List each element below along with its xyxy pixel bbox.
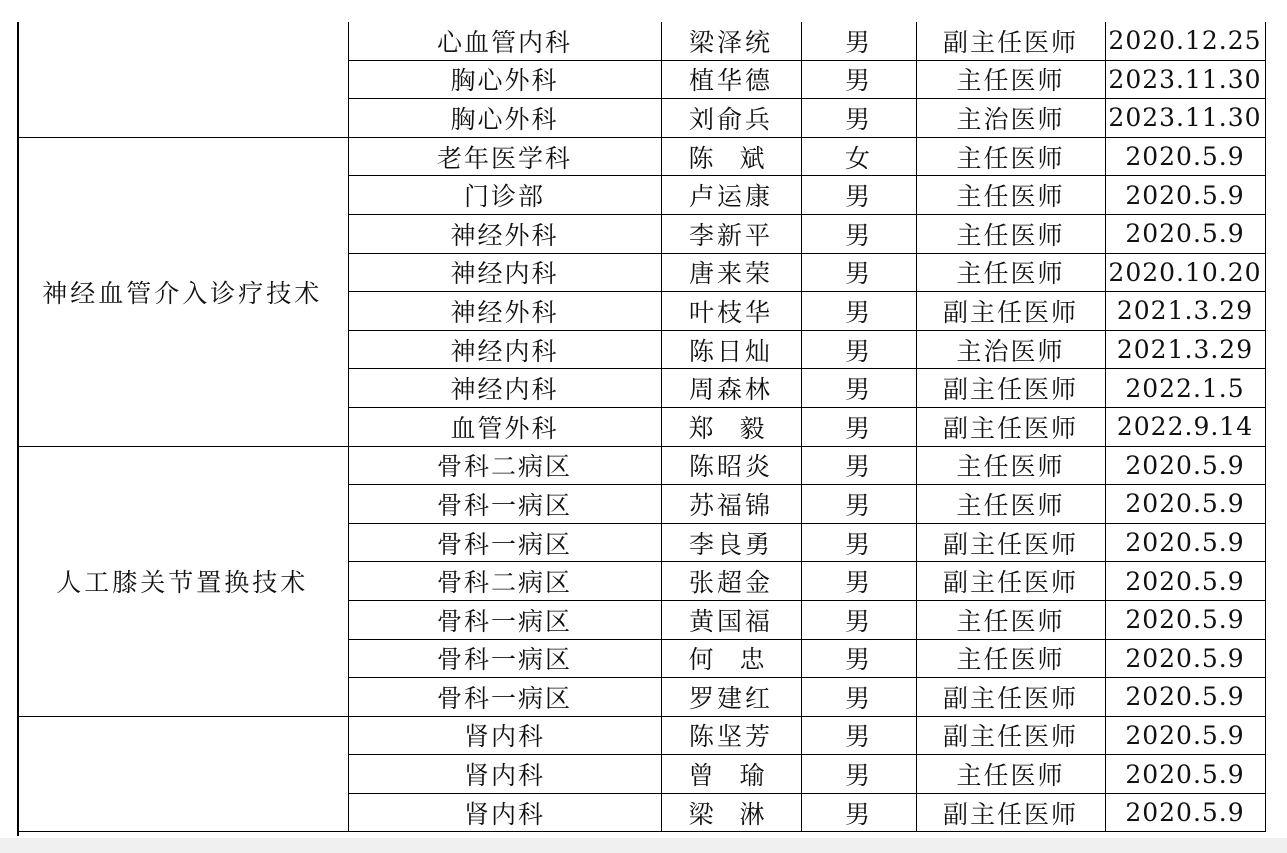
department-cell: 神经内科 [348,253,661,292]
approval-date-cell: 2023.11.30 [1105,99,1265,138]
gender-cell: 男 [801,562,916,601]
approval-date-cell: 2020.5.9 [1105,137,1265,176]
gender-cell: 男 [801,678,916,717]
gender-cell: 男 [801,639,916,678]
professional-title-cell: 副主任医师 [916,407,1105,446]
gender-cell: 男 [801,22,916,60]
department-cell: 骨科一病区 [348,600,661,639]
professional-title-cell: 主治医师 [916,330,1105,369]
doctor-name-cell: 罗建红 [661,678,801,717]
doctor-name-cell: 曾 瑜 [661,755,801,794]
doctor-name-cell: 黄国福 [661,600,801,639]
gender-cell: 男 [801,793,916,832]
gender-cell: 男 [801,60,916,99]
gender-cell: 男 [801,330,916,369]
professional-title-cell: 副主任医师 [916,22,1105,60]
department-cell: 骨科二病区 [348,446,661,485]
doctor-name-cell: 陈坚芳 [661,716,801,755]
professional-title-cell: 主任医师 [916,485,1105,524]
department-cell: 骨科一病区 [348,485,661,524]
professional-title-cell: 主任医师 [916,137,1105,176]
department-cell: 骨科一病区 [348,523,661,562]
technology-cell [17,22,348,137]
approval-date-cell: 2020.5.9 [1105,755,1265,794]
gender-cell: 男 [801,214,916,253]
approval-date-cell: 2020.5.9 [1105,600,1265,639]
approval-date-cell: 2020.10.20 [1105,253,1265,292]
department-cell: 肾内科 [348,716,661,755]
approval-date-cell: 2020.5.9 [1105,523,1265,562]
approval-date-cell: 2020.5.9 [1105,639,1265,678]
department-cell: 血管外科 [348,407,661,446]
gender-cell: 男 [801,716,916,755]
department-cell: 胸心外科 [348,99,661,138]
professional-title-cell: 副主任医师 [916,793,1105,832]
approval-date-cell: 2020.5.9 [1105,793,1265,832]
table-row [17,716,1265,755]
doctor-name-cell: 陈 斌 [661,137,801,176]
approval-date-cell: 2020.5.9 [1105,446,1265,485]
department-cell: 肾内科 [348,793,661,832]
professional-title-cell: 副主任医师 [916,292,1105,331]
gender-cell: 男 [801,755,916,794]
approval-date-cell: 2021.3.29 [1105,330,1265,369]
page-bottom-edge [0,838,1287,853]
approval-date-cell: 2020.5.9 [1105,678,1265,717]
table-row [17,137,1265,176]
doctor-name-cell: 梁 淋 [661,793,801,832]
doctor-name-cell: 李新平 [661,214,801,253]
gender-cell: 男 [801,446,916,485]
department-cell: 神经外科 [348,214,661,253]
doctor-name-cell: 李良勇 [661,523,801,562]
doctor-name-cell: 苏福锦 [661,485,801,524]
doctor-qualification-table [17,22,1266,832]
professional-title-cell: 副主任医师 [916,562,1105,601]
professional-title-cell: 副主任医师 [916,523,1105,562]
gender-cell: 男 [801,176,916,215]
approval-date-cell: 2022.9.14 [1105,407,1265,446]
department-cell: 心血管内科 [348,22,661,60]
table-row [17,22,1265,60]
technology-cell: 神经血管介入诊疗技术 [17,137,348,446]
professional-title-cell: 主任医师 [916,639,1105,678]
department-cell: 骨科一病区 [348,639,661,678]
gender-cell: 男 [801,407,916,446]
gender-cell: 男 [801,369,916,408]
professional-title-cell: 主治医师 [916,99,1105,138]
gender-cell: 女 [801,137,916,176]
doctor-name-cell: 植华德 [661,60,801,99]
professional-title-cell: 主任医师 [916,253,1105,292]
approval-date-cell: 2022.1.5 [1105,369,1265,408]
department-cell: 老年医学科 [348,137,661,176]
gender-cell: 男 [801,292,916,331]
doctor-name-cell: 何 忠 [661,639,801,678]
department-cell: 肾内科 [348,755,661,794]
doctor-name-cell: 唐来荣 [661,253,801,292]
approval-date-cell: 2020.5.9 [1105,562,1265,601]
technology-cell: 人工膝关节置换技术 [17,446,348,716]
professional-title-cell: 主任医师 [916,600,1105,639]
doctor-name-cell: 陈昭炎 [661,446,801,485]
technology-cell [17,716,348,832]
department-cell: 神经内科 [348,369,661,408]
doctor-name-cell: 叶枝华 [661,292,801,331]
professional-title-cell: 主任医师 [916,176,1105,215]
professional-title-cell: 主任医师 [916,446,1105,485]
department-cell: 神经外科 [348,292,661,331]
doctor-name-cell: 卢运康 [661,176,801,215]
professional-title-cell: 副主任医师 [916,369,1105,408]
gender-cell: 男 [801,99,916,138]
gender-cell: 男 [801,253,916,292]
department-cell: 骨科二病区 [348,562,661,601]
gender-cell: 男 [801,485,916,524]
doctor-name-cell: 周森林 [661,369,801,408]
department-cell: 胸心外科 [348,60,661,99]
approval-date-cell: 2020.12.25 [1105,22,1265,60]
doctor-name-cell: 陈日灿 [661,330,801,369]
professional-title-cell: 主任医师 [916,60,1105,99]
approval-date-cell: 2020.5.9 [1105,485,1265,524]
doctor-name-cell: 刘俞兵 [661,99,801,138]
department-cell: 门诊部 [348,176,661,215]
professional-title-cell: 主任医师 [916,755,1105,794]
doctor-name-cell: 郑 毅 [661,407,801,446]
professional-title-cell: 副主任医师 [916,678,1105,717]
gender-cell: 男 [801,600,916,639]
approval-date-cell: 2021.3.29 [1105,292,1265,331]
approval-date-cell: 2020.5.9 [1105,716,1265,755]
department-cell: 神经内科 [348,330,661,369]
professional-title-cell: 主任医师 [916,214,1105,253]
approval-date-cell: 2023.11.30 [1105,60,1265,99]
gender-cell: 男 [801,523,916,562]
professional-title-cell: 副主任医师 [916,716,1105,755]
department-cell: 骨科一病区 [348,678,661,717]
approval-date-cell: 2020.5.9 [1105,214,1265,253]
doctor-name-cell: 张超金 [661,562,801,601]
approval-date-cell: 2020.5.9 [1105,176,1265,215]
doctor-name-cell: 梁泽统 [661,22,801,60]
table-row [17,446,1265,485]
